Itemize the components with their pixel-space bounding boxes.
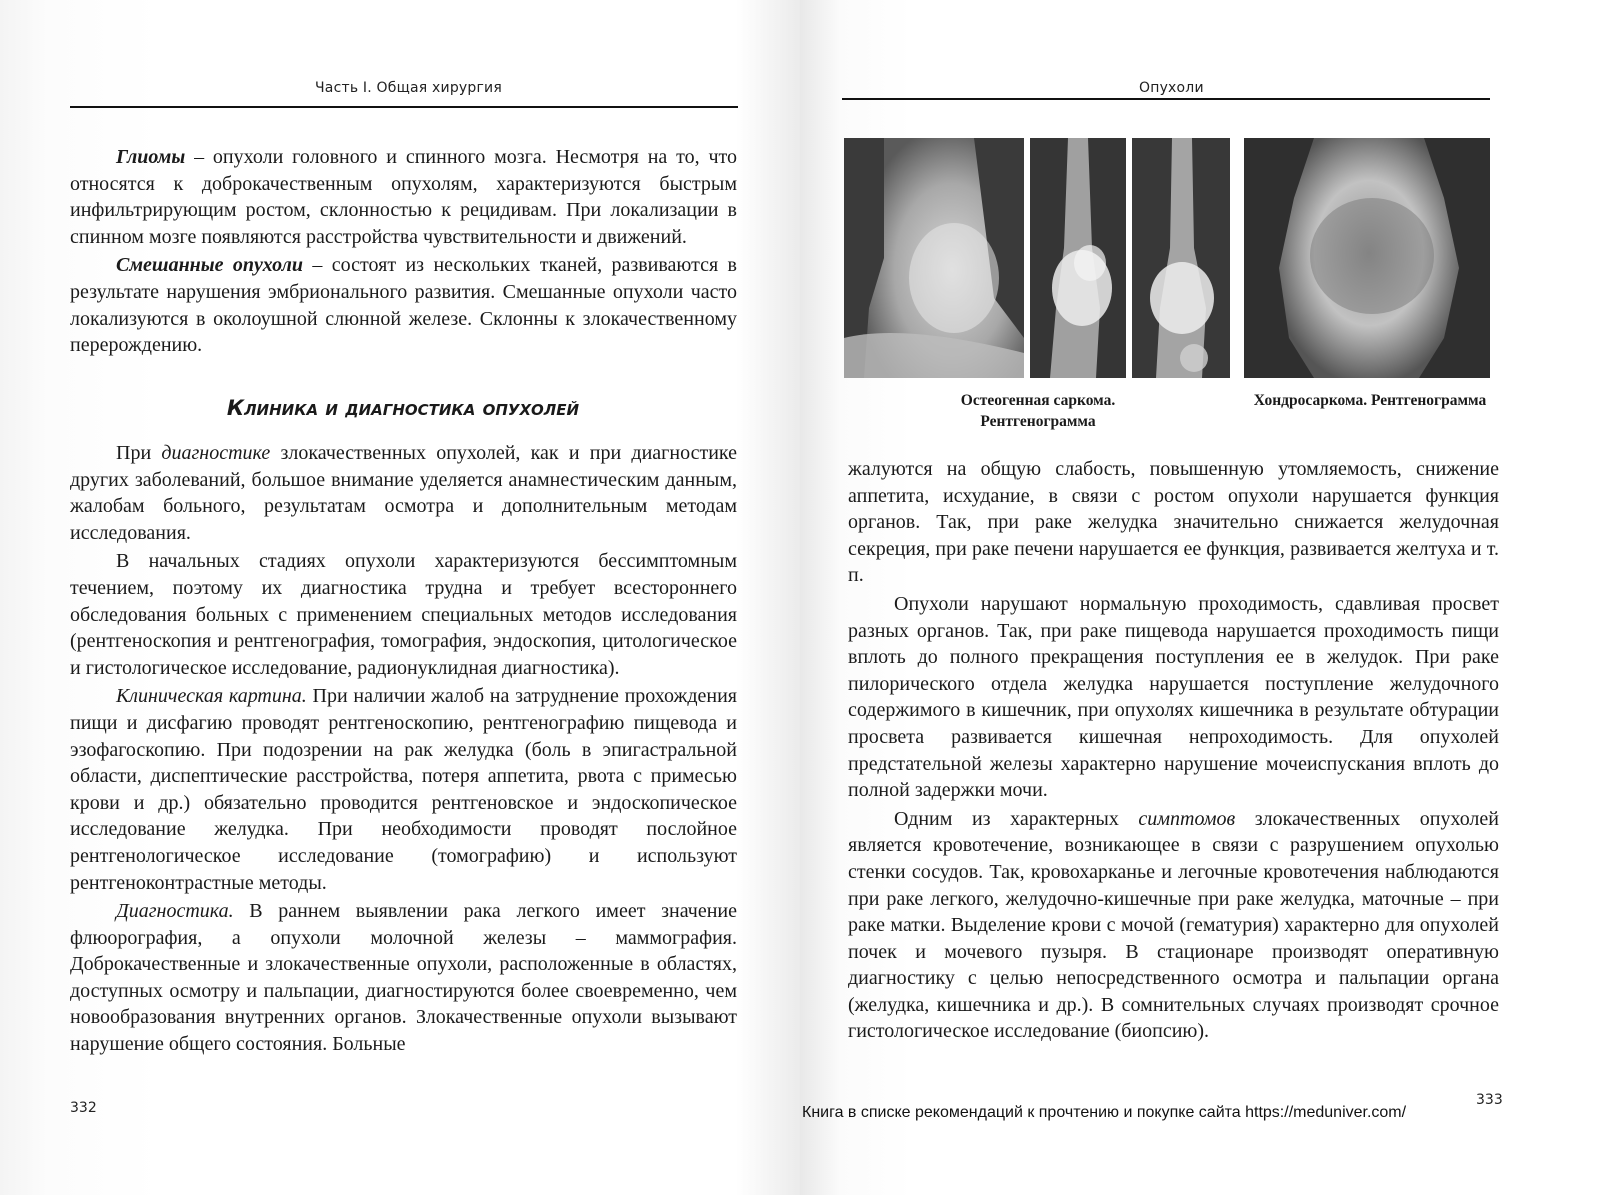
paragraph-diagnostics xyxy=(70,898,737,1058)
paragraph-symptoms-continued: жалуются на общую слабость, повышенную утомляемость, снижение аппетита, исхудание, в связи с ростом опухоли нарушается функция органов. Так, при раке желудка значительно снижается желудочная секреция, при раке печени нарушается ее функция, развивается желтуха и т. п. xyxy=(848,458,1499,587)
clinical-picture-text: При наличии жалоб на затруднение прохождения пищи и дисфагию проводят рентгеноскопию, рентгенографию пищевода и эзофагоскопию. При подозрении на рак желудка (боль в эпигастральной области, диспептические расстройства, потеря аппетита, рвота с примесью крови и др.) обязательно проводится рентгеновское и эндоскопическое исследование желудка. При необходимости проводят послойное рентгенологическое исследование (томографию) и используют рентгеноконтрастные методы. xyxy=(70,685,737,894)
xray-osteosarcoma-2 xyxy=(1030,138,1126,378)
right-text xyxy=(848,456,1499,1045)
paragraph-mixed-tumors xyxy=(70,252,737,358)
header-rule-left xyxy=(70,106,738,108)
xray-chondrosarcoma xyxy=(1244,138,1490,378)
term-symptoms: симптомов xyxy=(1138,807,1236,830)
mixed-tumors-text: – состоят из нескольких тканей, развиваются в результате нарушения эмбрионального развития. Смешанные опухоли часто локализуются в околоушной слюнной железе. Склонны к злокачественному перерождению. xyxy=(70,254,737,357)
caption-chondrosarcoma: Хондросаркома. Рентгенограмма xyxy=(1253,392,1487,409)
paragraph-obstruction: Опухоли нарушают нормальную проходимость, сдавливая просвет разных органов. Так, при раке пищевода нарушается проходимость пищи вплоть до полного прекращения поступления ее в желудок. При раке пилорического отдела желудка нарушается поступление желудочного содержимого в кишечник, при опухолях кишечника в результате обтурации просвета развивается кишечная непроходимость. Для опухолей предстательной железы характерно нарушение мочеиспускания вплоть до полной задержки мочи. xyxy=(848,592,1499,802)
xray-osteosarcoma-3 xyxy=(1132,138,1230,378)
paragraph-glioma xyxy=(70,144,737,250)
paragraph-diagnostics-intro xyxy=(70,440,737,546)
p1-before: При xyxy=(116,442,162,464)
page-number-left: 332 xyxy=(70,1100,97,1116)
right-page xyxy=(800,0,1600,1195)
p3-before: Одним из характерных xyxy=(894,807,1139,830)
p3-after: злокачественных опухолей является кровотечение, возникающее в связи с разрушением опухолью стенки сосудов. Так, кровохарканье и легочные кровотечения наблюдаются при раке легкого, желудочно-кишечные при раке желудка, маточные – при раке матки. Выделение крови с мочой (гематурия) характерно для опухолей почек и мочевого пузыря. В стационаре производят оперативную диагностику с целью непосредственного осмотра и пальпации органа (желудка, кишечника и др.). В сомнительных случаях производят срочное гистологическое исследование (биопсию). xyxy=(848,807,1499,1043)
header-rule-right xyxy=(842,98,1490,100)
term-diagnostics: диагностике xyxy=(161,442,271,464)
glioma-text: – опухоли головного и спинного мозга. Несмотря на то, что относятся к доброкачественным опухолям, характеризуются быстрым инфильтрирующим ростом, склонностью к рецидивам. При локализации в спинном мозге появляются расстройства чувствительности и движений. xyxy=(70,146,737,248)
p1-after: злокачественных опухолей, как и при диагностике других заболеваний, большое внимание уделяется анамнестическим данным, жалобам больного, результатам осмотра и дополнительным методам исследования. xyxy=(70,442,737,544)
footer-watermark-note: Книга в списке рекомендаций к прочтению и покупке сайта https://meduniver.com/ xyxy=(802,1104,1407,1121)
left-text-bottom xyxy=(70,440,737,1058)
term-clinical-picture: Клиническая картина. xyxy=(116,685,307,708)
paragraph-clinical-picture xyxy=(70,683,737,896)
diagnostics-text: В раннем выявлении рака легкого имеет значение флюорография, а опухоли молочной железы – маммография. Доброкачественные и злокачественные опухоли, расположенные в областях, доступных осмотру и пальпации, диагностируются более своевременно, чем новообразования внутренних органов. Злокачественные опухоли вызывают нарушение общего состояния. Больные xyxy=(70,900,737,1056)
paragraph-early-stages: В начальных стадиях опухоли характеризуются бессимптомным течением, поэтому их диагностика трудна и требует всестороннего обследования больных с применением специальных методов исследования (рентгеноскопия и рентгенография, томография, эндоскопия, цитологическое и гистологическое исследование, радионуклидная диагностика). xyxy=(70,550,737,679)
running-head-left: Часть I. Общая хирургия xyxy=(315,80,502,96)
term-glioma: Глиомы xyxy=(116,146,186,168)
running-head-right: Опухоли xyxy=(1139,80,1204,96)
xray-osteosarcoma-1 xyxy=(844,138,1024,378)
paragraph-bleeding xyxy=(848,806,1499,1045)
term-mixed-tumors: Смешанные опухоли xyxy=(116,254,304,277)
caption-osteosarcoma: Остеогенная саркома. Рентгенограмма xyxy=(960,392,1116,430)
section-heading: Клиника и диагностика опухолей xyxy=(226,396,580,420)
left-text-top xyxy=(70,144,737,359)
term-diagnostics-methods: Диагностика. xyxy=(116,900,234,923)
page-number-right: 333 xyxy=(1476,1092,1503,1108)
